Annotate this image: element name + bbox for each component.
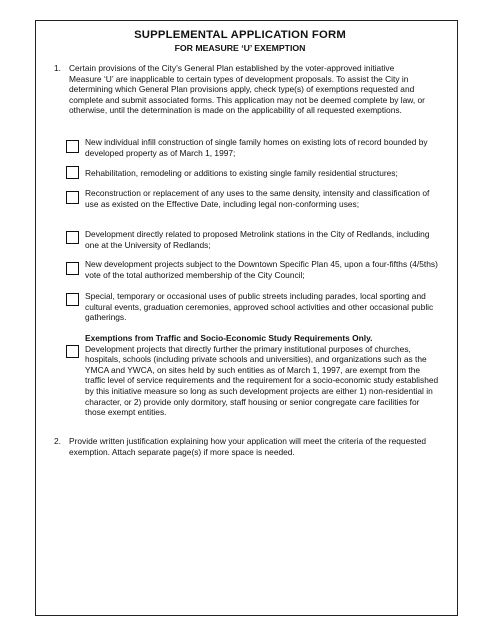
- exemption-text: New development projects subject to the Downtown Specific Plan 45, upon a four-fifths (4/5ths) vote of the total authorized membership of the City Council;: [85, 259, 438, 280]
- exemption-text: Development directly related to proposed Metrolink stations in the City of Redlands, including one at the University of Redlands;: [85, 229, 430, 250]
- exemption-checkbox[interactable]: [66, 140, 79, 153]
- exemption-checkbox[interactable]: [66, 191, 79, 204]
- exemption-text: Reconstruction or replacement of any uses to the same density, intensity and classification of use as existed on the Effective Date, including legal non-conforming uses;: [85, 188, 430, 209]
- form-title: SUPPLEMENTAL APPLICATION FORM: [134, 29, 346, 41]
- exemption-heading: Exemptions from Traffic and Socio-Economic Study Requirements Only.: [85, 333, 373, 343]
- exemption-body: Development projects that directly further the primary institutional purposes of churches, hospitals, schools (including private schools and universities), and organizations such as the YMCA and YWCA, on sites held by such entities as of March 1, 1997, are exempt from the traffic level of service requirements and the requirement for a socio-economic study established by this initiative measure so long as such development projects are either 1) non-residential in character, or 2) provide only dormitory, staff housing or senior congregate care facilities for those exempt entities.: [85, 343, 439, 418]
- exemption-checkbox[interactable]: [66, 345, 79, 358]
- exemption-checkbox[interactable]: [66, 166, 79, 179]
- exemption-checkbox[interactable]: [66, 231, 79, 244]
- exemption-checkbox[interactable]: [66, 262, 79, 275]
- section-1-number: 1.: [54, 63, 61, 73]
- exemption-text: Special, temporary or occasional uses of public streets including parades, local sporting and cultural events, graduation ceremonies, approved school activities and other occasional public gatherings.: [85, 291, 434, 323]
- exemption-text: [85, 333, 441, 418]
- exemption-text: New individual infill construction of single family homes on existing lots of record bounded by developed property as of March 1, 1997;: [85, 137, 428, 158]
- exemption-text: Rehabilitation, remodeling or additions to existing single family residential structures;: [85, 168, 398, 178]
- exemption-checkbox[interactable]: [66, 293, 79, 306]
- section-1-text: Certain provisions of the City’s General Plan established by the voter-approved initiative Measure ‘U’ are inapplicable to certain types of development proposals. To assist the City in determining which General Plan provisions apply, check type(s) of exemptions requested and complete and submit associated forms. This application may not be deemed complete by law, or otherwise, until the determination is made on the applicability of all requested exemptions.: [69, 63, 425, 116]
- section-2-number: 2.: [54, 436, 61, 446]
- section-2-text: Provide written justification explaining how your application will meet the criteria of the requested exemption. Attach separate page(s) if more space is needed.: [69, 436, 427, 457]
- form-subtitle: FOR MEASURE ‘U’ EXEMPTION: [174, 43, 306, 53]
